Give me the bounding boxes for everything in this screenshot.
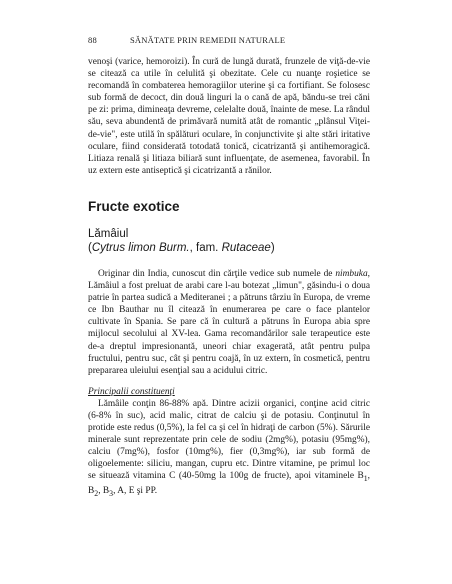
subsection-heading bbox=[88, 227, 370, 256]
origin-italic-word: nimbuka bbox=[335, 268, 368, 279]
page-number: 88 bbox=[88, 35, 97, 45]
latin-open: ( bbox=[88, 242, 92, 255]
constituents-tail: , A, E şi PP. bbox=[113, 486, 158, 497]
running-title: SĂNĂTATE PRIN REMEDII NATURALE bbox=[130, 35, 286, 45]
latin-species: Cytrus limon Burm. bbox=[91, 242, 190, 255]
latin-mid: , fam. bbox=[189, 242, 222, 255]
constituents-text: Lămâile conţin 86-88% apă. Dintre acizii organici, conţine acid citric (6-8% în suc), acid malic, citrat de calciu şi de potasiu. Conţinutul în protide este redus (0,5%), la fel ca şi cel în hidraţi de carbon (5%). Sărurile minerale sunt reprezentate prin cele de sodiu (2mg%), potasiu (95mg%), calciu (7mg%), fosfor (10mg%), fier (0,3mg%), iar sub formă de oligoelemente: siliciu, mangan, cupru etc. Dintre vitamine, pe primul loc se situează vitamina C (40-50mg la 100g de fructe), apoi vitaminele B bbox=[88, 398, 370, 482]
constituents-label-text: Principalii constituenţi bbox=[88, 386, 175, 397]
constituents-section bbox=[88, 386, 370, 501]
page-content bbox=[88, 56, 370, 500]
sub-1: 1 bbox=[363, 474, 368, 484]
origin-paragraph bbox=[88, 268, 370, 377]
sep-1: , B bbox=[88, 471, 370, 497]
plant-latin-name bbox=[88, 241, 370, 256]
constituents-label bbox=[88, 386, 370, 398]
latin-close: ) bbox=[270, 242, 275, 255]
latin-family: Rutaceae bbox=[221, 242, 271, 255]
plant-name: Lămâiul bbox=[88, 227, 129, 240]
sep-2: , B bbox=[98, 486, 110, 497]
origin-text-b: , Lămâiul a fost preluat de arabi care l-au botezat „limun", găsindu-i o doua patrie în partea sudică a Mediteranei ; a pătruns târziu în Europa, de vreme ce Ibn Bauthar nu îl citează în enumerarea pe care o face plantelor cultivate în Spania. Se pare că în cultură a pătruns în Europa abia spre mijlocul secolului al XV-lea. Gama recomandărilor sale terapeutice este de-a dreptul impresionantă, uneori chiar exagerată, atât pentru pulpa fructului, pentru suc, cât şi pentru coajă, în uz extern, în cosmetică, pentru prepararea uleiului esenţial sau a acidului citric. bbox=[88, 268, 370, 376]
sub-3: 3 bbox=[109, 489, 114, 499]
constituents-paragraph bbox=[88, 398, 370, 501]
sub-2: 2 bbox=[94, 489, 99, 499]
intro-paragraph: venoşi (varice, hemoroizi). În cură de lungă durată, frunzele de viţă-de-vie se citează ca utile în celulită şi obezitate. Cele cu nuanţe roşietice se recomandă în combaterea hemoragiilor uterine şi ca fortifiant. Se folosesc sub formă de decoct, din două linguri la o cană de apă, băndu-se trei căni pe zi: prima, dimineaţa devreme, celelalte două, înainte de mese. La rândul său, seva abundentă de primăvară numită atât de romantic „plânsul Viţei-de-vie", este utilă în spălături oculare, în conjunctivite şi alte stări iritative oculare, fiind considerată totodată tonică, cicatrizantă şi antihemoragică. Litiaza renală şi litiaza biliară sunt influenţate, de asemenea, favorabil. În uz extern este antiseptică şi cicatrizantă a rănilor. bbox=[88, 57, 370, 176]
origin-text-a: Originar din India, cunoscut din cărţile vedice sub numele de bbox=[98, 268, 336, 279]
section-title: Fructe exotice bbox=[88, 198, 180, 214]
